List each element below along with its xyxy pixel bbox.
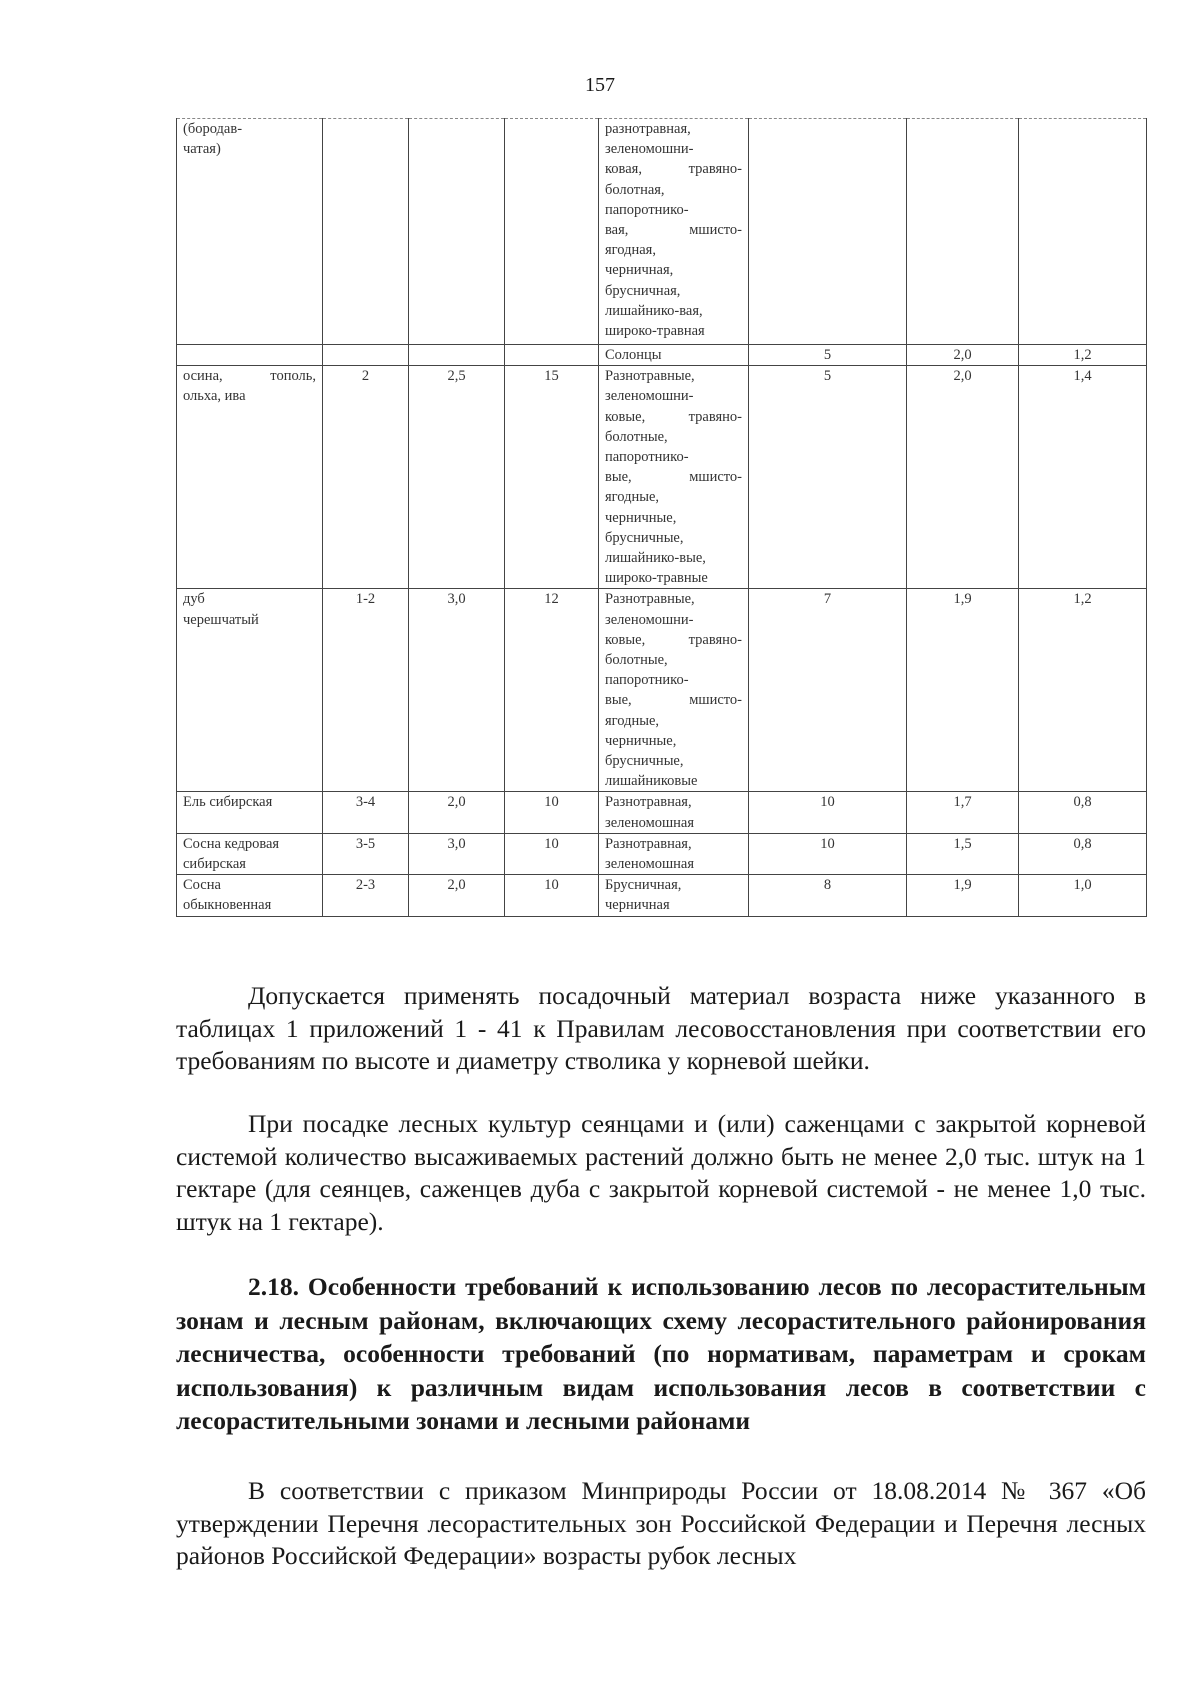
cell-line: сибирская — [183, 856, 246, 873]
forest-type-cell — [599, 833, 749, 874]
paragraph-text: В соответствии с приказом Минприроды России от 18.08.2014 № 367 «Об утверждении Перечня лесорастительных зон Российской Федерации и Перечня лесных районов Российской Федерации» возрасты рубок лесных — [176, 1476, 1146, 1570]
cell-line: вые, мшисто- — [605, 692, 742, 709]
value-cell: 5 — [749, 366, 907, 589]
value-cell — [907, 119, 1019, 345]
cell-line: ковые, травяно- — [605, 631, 742, 648]
age-cell — [323, 345, 409, 366]
table-body — [177, 119, 1147, 917]
cell-line: Разнотравная, — [605, 794, 692, 811]
value-cell: 1,4 — [1019, 366, 1147, 589]
cell-line: Сосна — [183, 877, 221, 894]
height-cell: 2,0 — [409, 875, 505, 916]
cell-line: черешчатый — [183, 611, 259, 628]
cell-line: папоротнико- — [605, 672, 689, 689]
forest-type-cell — [599, 345, 749, 366]
cell-line: (бородав- — [183, 121, 243, 137]
value-cell: 1,2 — [1019, 345, 1147, 366]
cell-line: болотные, — [605, 428, 668, 445]
species-cell — [177, 792, 323, 833]
cell-line: Разнотравная, — [605, 835, 692, 852]
value-cell: 0,8 — [1019, 833, 1147, 874]
cell-line: ягодная, — [605, 242, 656, 259]
cell-line: черничная — [605, 897, 670, 914]
cell-line: разнотравная, — [605, 121, 691, 137]
cell-line: болотная, — [605, 181, 665, 198]
cell-line: осина, тополь, — [183, 368, 316, 385]
value-cell: 10 — [749, 792, 907, 833]
cell-line: зеленомошная — [605, 814, 695, 831]
height-cell: 3,0 — [409, 589, 505, 792]
value-cell — [749, 119, 907, 345]
cell-line: Солонцы — [605, 347, 662, 363]
cell-line: Разнотравные, — [605, 591, 695, 608]
cell-line: Сосна кедровая — [183, 835, 280, 852]
cell-line: Брусничная, — [605, 877, 682, 894]
value-cell: 0,8 — [1019, 792, 1147, 833]
cell-line: ковая, травяно- — [605, 161, 742, 178]
cell-line: чатая) — [183, 141, 221, 158]
count-cell: 10 — [505, 833, 599, 874]
cell-line: зеленомошни- — [605, 611, 694, 628]
cell-line: ягодные, — [605, 489, 660, 506]
count-cell: 12 — [505, 589, 599, 792]
value-cell: 5 — [749, 345, 907, 366]
table-row — [177, 366, 1147, 589]
paragraph-2 — [176, 1108, 1146, 1238]
cell-line: черничные, — [605, 732, 677, 749]
count-cell: 10 — [505, 792, 599, 833]
height-cell: 2,5 — [409, 366, 505, 589]
forest-type-cell — [599, 792, 749, 833]
paragraph-text: Допускается применять посадочный материал возраста ниже указанного в таблицах 1 приложений 1 - 41 к Правилам лесовосстановления при соответствии его требованиям по высоте и диаметру стволика у корневой шейки. — [176, 981, 1146, 1075]
cell-line: болотные, — [605, 652, 668, 669]
value-cell — [1019, 119, 1147, 345]
section-heading-2-18: 2.18. Особенности требований к использованию лесов по лесорастительным зонам и лесным районам, включающих схему лесорастительного районирования лесничества, особенности требований (по нормативам, параметрам и срокам использования) к различным видам использования лесов в соответствии с лесорастительными зонами и лесными районами — [176, 1272, 1146, 1435]
paragraph-text: При посадке лесных культур сеянцами и (или) саженцами с закрытой корневой системой количество высаживаемых растений должно быть не менее 2,0 тыс. штук на 1 гектаре (для сеянцев, саженцев дуба с закрытой корневой системой - не менее 1,0 тыс. штук на 1 гектаре). — [176, 1109, 1146, 1236]
table-row — [177, 792, 1147, 833]
cell-line: ягодные, — [605, 712, 660, 729]
cell-line: черничная, — [605, 262, 674, 279]
value-cell: 7 — [749, 589, 907, 792]
species-cell — [177, 875, 323, 916]
forest-type-cell — [599, 366, 749, 589]
paragraph-1 — [176, 980, 1146, 1078]
cell-line: вые, мшисто- — [605, 469, 742, 486]
age-cell: 3-5 — [323, 833, 409, 874]
forest-type-cell — [599, 875, 749, 916]
cell-line: Ель сибирская — [183, 794, 273, 811]
table-row — [177, 589, 1147, 792]
paragraph-3 — [176, 1475, 1146, 1573]
planting-norms-table — [176, 118, 1147, 917]
cell-line: брусничная, — [605, 282, 681, 299]
cell-line: лишайниковые — [605, 773, 698, 790]
value-cell: 2,0 — [907, 345, 1019, 366]
age-cell: 3-4 — [323, 792, 409, 833]
cell-line: зеленомошни- — [605, 388, 694, 405]
value-cell: 2,0 — [907, 366, 1019, 589]
cell-line: папоротнико- — [605, 201, 689, 218]
species-cell — [177, 366, 323, 589]
page-number: 157 — [585, 74, 615, 96]
table-row — [177, 875, 1147, 916]
species-cell — [177, 589, 323, 792]
species-cell — [177, 833, 323, 874]
table-row — [177, 833, 1147, 874]
value-cell: 1,7 — [907, 792, 1019, 833]
cell-line: папоротнико- — [605, 449, 689, 466]
cell-line: широко-травная — [605, 323, 705, 340]
cell-line: дуб — [183, 591, 205, 608]
cell-line: лишайнико-вая, — [605, 302, 703, 319]
count-cell: 15 — [505, 366, 599, 589]
age-cell: 2-3 — [323, 875, 409, 916]
age-cell: 1-2 — [323, 589, 409, 792]
age-cell: 2 — [323, 366, 409, 589]
cell-line: черничные, — [605, 509, 677, 526]
cell-line: лишайнико-вые, — [605, 550, 706, 567]
cell-line: брусничные, — [605, 529, 684, 546]
value-cell: 1,5 — [907, 833, 1019, 874]
cell-line: зеленомошни- — [605, 141, 694, 158]
value-cell: 1,9 — [907, 875, 1019, 916]
value-cell: 1,2 — [1019, 589, 1147, 792]
age-cell — [323, 119, 409, 345]
height-cell: 3,0 — [409, 833, 505, 874]
forest-type-cell — [599, 589, 749, 792]
cell-line: вая, мшисто- — [605, 222, 742, 239]
value-cell: 8 — [749, 875, 907, 916]
cell-line: ольха, ива — [183, 388, 246, 405]
species-cell — [177, 345, 323, 366]
cell-line: брусничные, — [605, 753, 684, 770]
count-cell — [505, 119, 599, 345]
table-row — [177, 119, 1147, 345]
cell-line: обыкновенная — [183, 897, 272, 914]
species-cell — [177, 119, 323, 345]
count-cell — [505, 345, 599, 366]
value-cell: 1,0 — [1019, 875, 1147, 916]
height-cell: 2,0 — [409, 792, 505, 833]
value-cell: 10 — [749, 833, 907, 874]
cell-line: зеленомошная — [605, 856, 695, 873]
cell-line: ковые, травяно- — [605, 408, 742, 425]
cell-line: широко-травные — [605, 570, 708, 587]
height-cell — [409, 345, 505, 366]
height-cell — [409, 119, 505, 345]
value-cell: 1,9 — [907, 589, 1019, 792]
count-cell: 10 — [505, 875, 599, 916]
table-row — [177, 345, 1147, 366]
forest-type-cell — [599, 119, 749, 345]
cell-line: Разнотравные, — [605, 368, 695, 385]
